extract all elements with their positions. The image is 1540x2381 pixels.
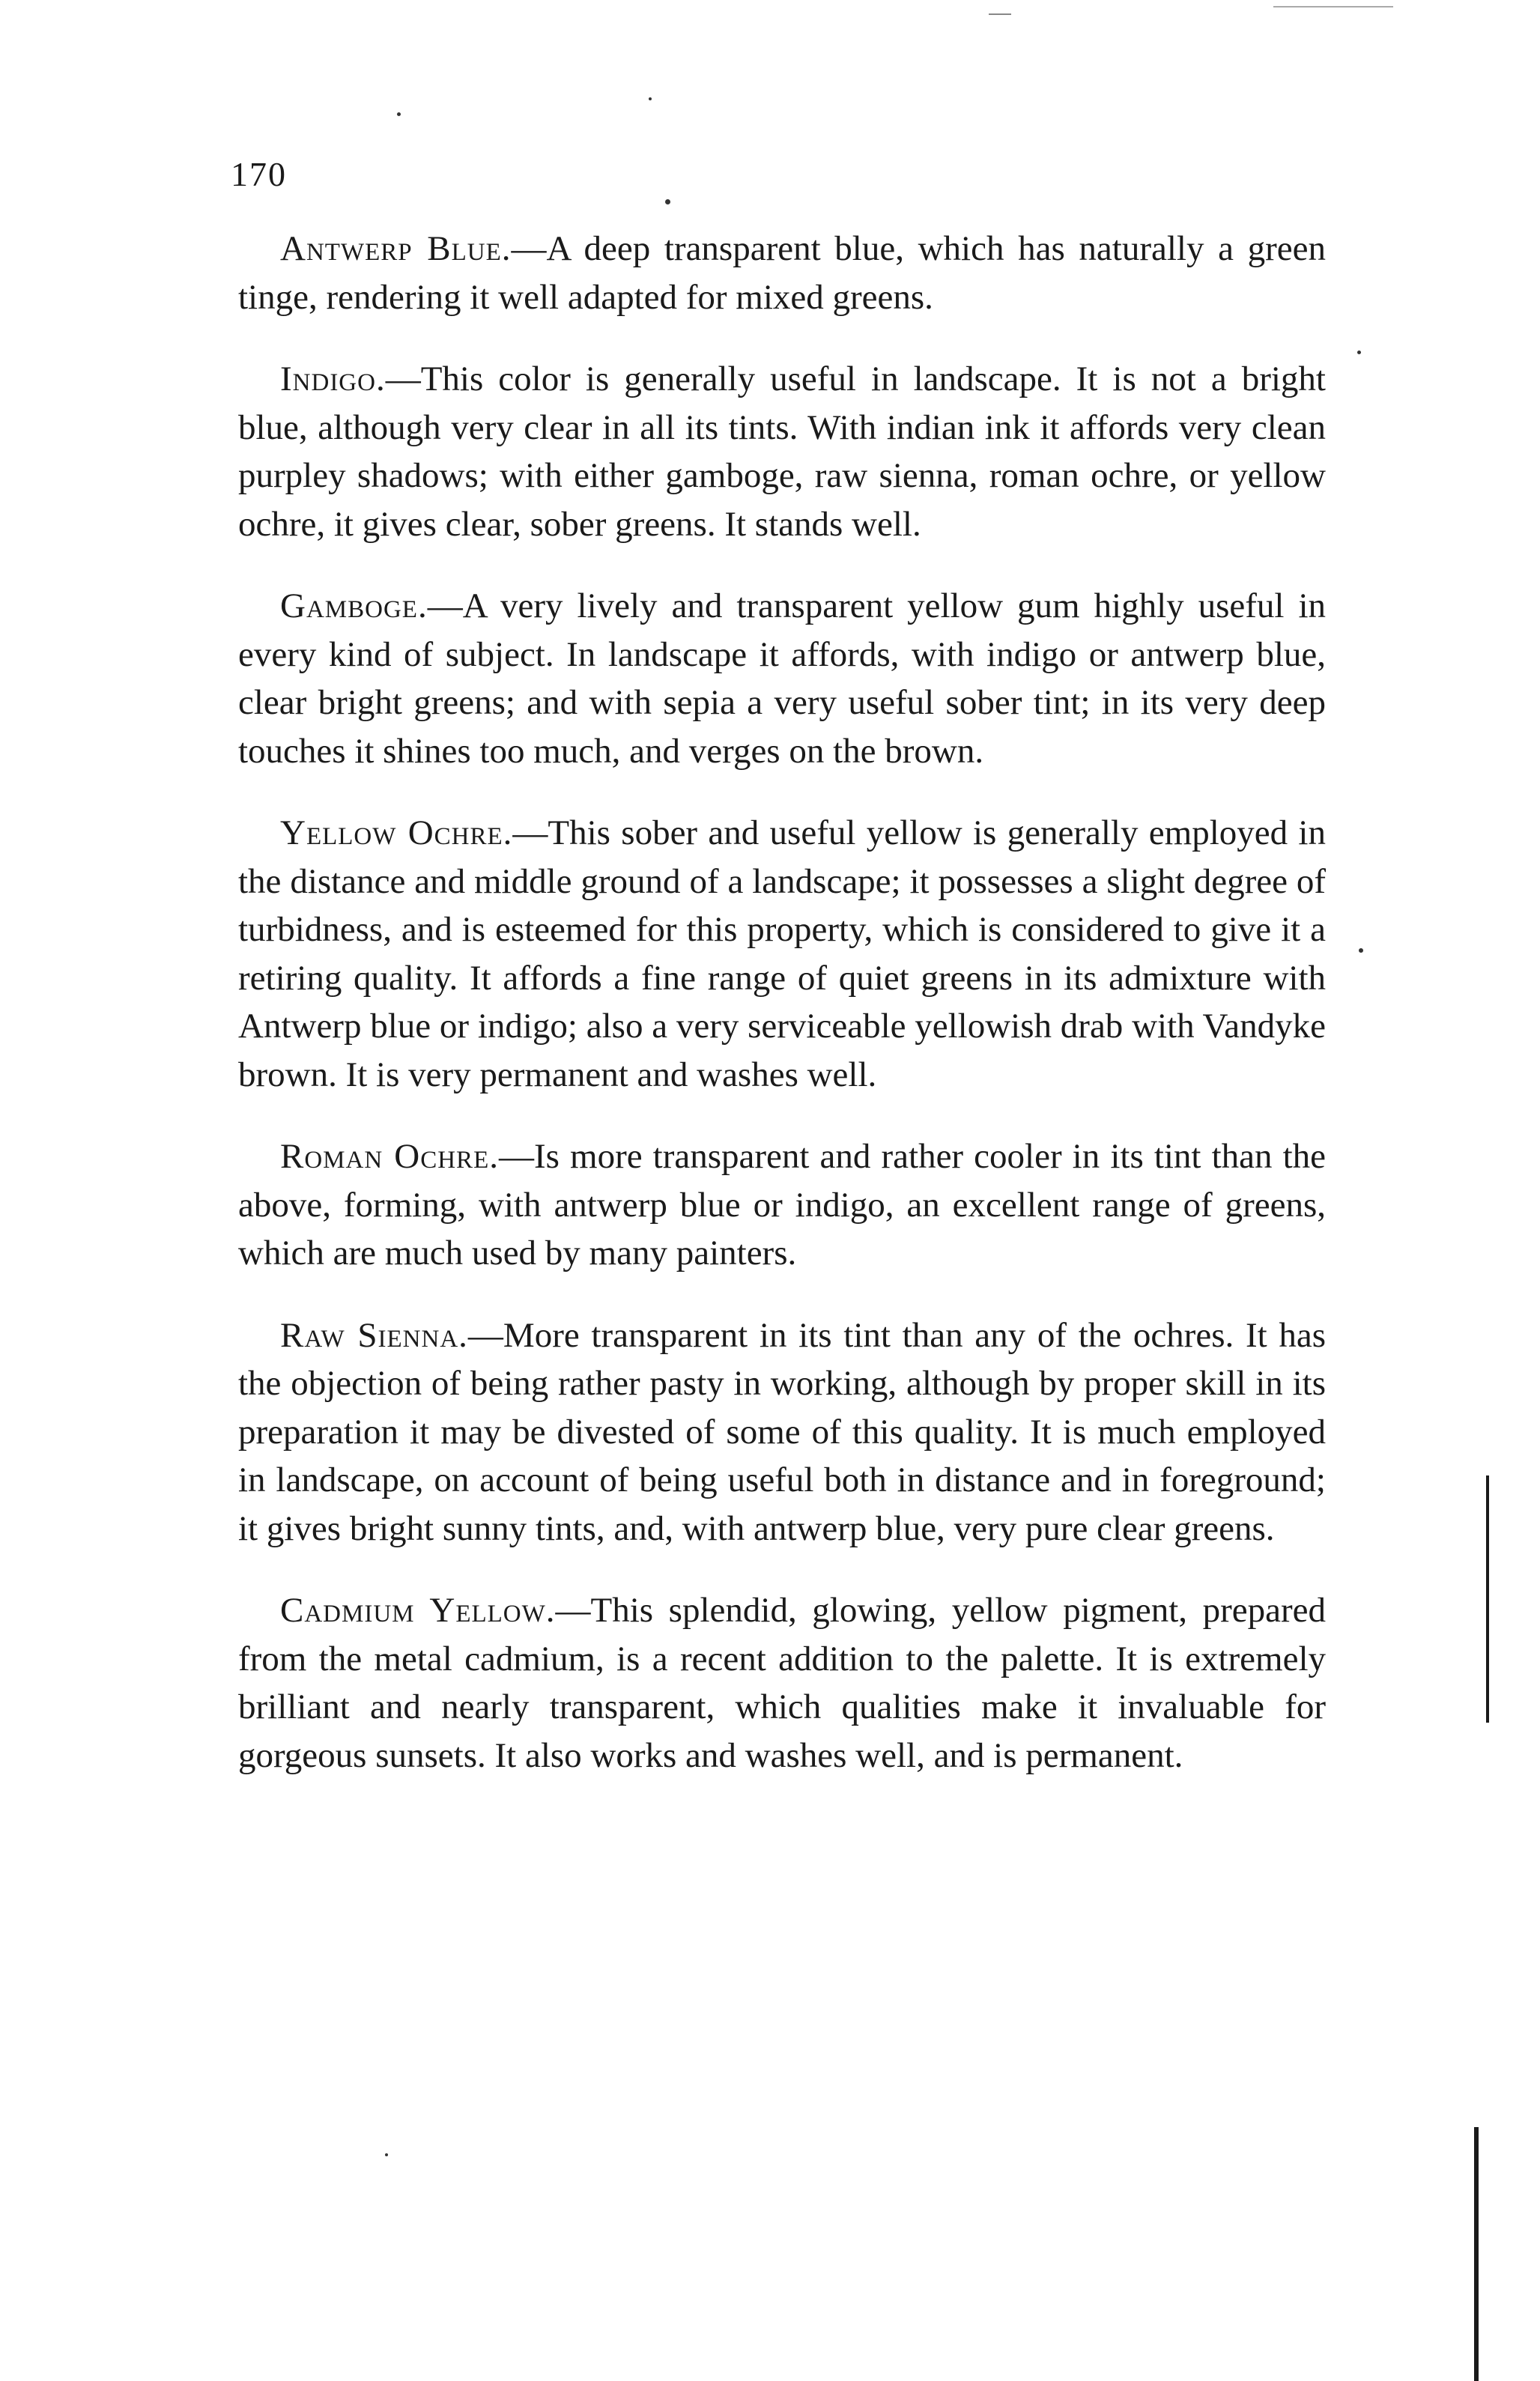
entry-term: Indigo. bbox=[280, 360, 386, 398]
page-number: 170 bbox=[231, 155, 287, 193]
entry-term: Gamboge. bbox=[280, 586, 428, 625]
entry-term: Yellow Ochre. bbox=[280, 813, 513, 852]
entry-body: —More transparent in its tint than any of the ochres. It has the objection of being rather pasty in working, although by proper skill in its preparation it may be divested of some of this quality. It is much employed in landscape, on account of being useful both in distance and in foreground; it gives bright sunny tints, and, with antwerp blue, very pure clear greens. bbox=[238, 1315, 1327, 1548]
entry-term: Antwerp Blue. bbox=[280, 229, 512, 268]
scan-speck bbox=[665, 199, 670, 204]
scan-edge-mark bbox=[1486, 1475, 1489, 1723]
entry-body: —This color is generally useful in landscape. It is not a bright blue, although very clear in all its tints. With indian ink it affords very clean purpley shadows; with either gamboge, raw sienna, roman ochre, or yellow ochre, it gives clear, sober greens. It stands well. bbox=[238, 360, 1326, 544]
scan-speck bbox=[649, 97, 652, 100]
scan-edge-mark bbox=[1474, 2127, 1479, 2381]
entry-gamboge bbox=[238, 582, 1326, 775]
entry-raw-sienna bbox=[238, 1311, 1326, 1553]
entry-body: —A deep transparent blue, which has naturally a green tinge, rendering it well adapted for mixed greens. bbox=[238, 229, 1326, 317]
pigment-descriptions bbox=[238, 225, 1326, 1813]
entry-term: Raw Sienna. bbox=[280, 1315, 468, 1355]
entry-term: Cadmium Yellow. bbox=[280, 1591, 556, 1630]
scan-speck bbox=[1359, 948, 1363, 953]
scan-speck bbox=[1357, 351, 1361, 354]
entry-body: —Is more transparent and rather cooler in its tint than the above, forming, with antwerp blue or indigo, an excellent range of greens, which are much used by many painters. bbox=[238, 1137, 1327, 1273]
entry-body: —A very lively and transparent yellow gum highly useful in every kind of subject. In landscape it affords, with indigo or antwerp blue, clear bright greens; and with sepia a very useful sober tint; in its very deep touches it shines too much, and verges on the brown. bbox=[238, 586, 1326, 771]
entry-antwerp-blue bbox=[238, 225, 1326, 321]
scan-speck bbox=[385, 2153, 388, 2156]
entry-indigo bbox=[238, 355, 1326, 548]
scan-edge-mark bbox=[1273, 6, 1393, 7]
scan-speck bbox=[397, 112, 401, 116]
entry-body: —This sober and useful yellow is generally employed in the distance and middle ground of a landscape; it possesses a slight degree of turbidness, and is esteemed for this property, which is considered to give it a retiring quality. It affords a fine range of quiet greens in its admixture with Antwerp blue or indigo; also a very serviceable yellowish drab with Vandyke brown. It is very permanent and washes well. bbox=[238, 813, 1326, 1094]
entry-term: Roman Ochre. bbox=[280, 1137, 499, 1176]
entry-cadmium-yellow bbox=[238, 1586, 1326, 1780]
entry-roman-ochre bbox=[238, 1132, 1326, 1278]
entry-body: —This splendid, glowing, yellow pigment, prepared from the metal cadmium, is a recent addition to the palette. It is extremely brilliant and nearly transparent, which qualities make it invaluable for gorgeous sunsets. It also works and washes well, and is permanent. bbox=[238, 1591, 1326, 1775]
entry-yellow-ochre bbox=[238, 809, 1326, 1099]
scan-edge-mark bbox=[989, 13, 1011, 15]
